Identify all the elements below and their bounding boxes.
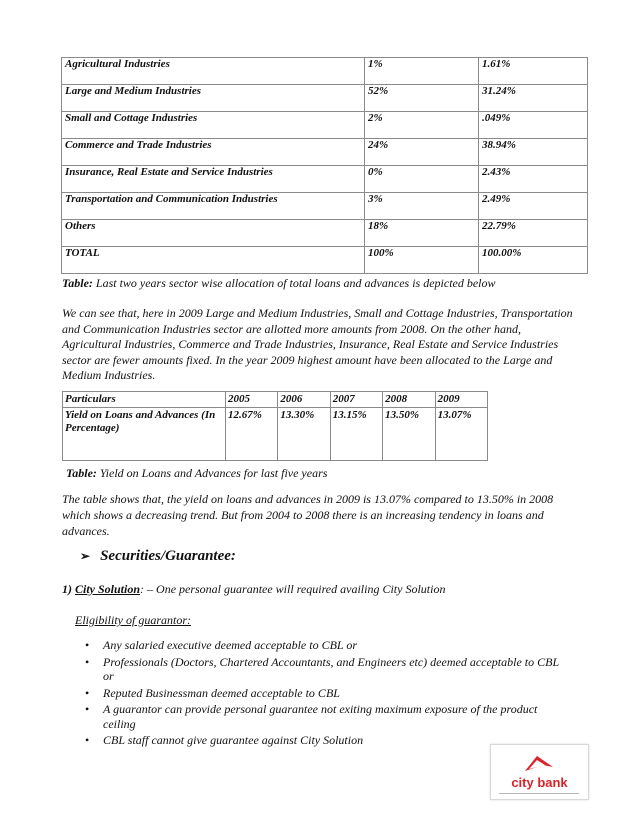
table-row: [62, 193, 588, 220]
header-cell: 2009: [435, 392, 487, 408]
value-2009-cell: 38.94%: [479, 139, 588, 166]
caption-text: Last two years sector wise allocation of total loans and advances is depicted below: [92, 276, 496, 290]
table-header-row: [63, 392, 488, 408]
header-cell: 2008: [383, 392, 435, 408]
table-row: [62, 220, 588, 247]
header-cell: 2005: [226, 392, 278, 408]
bullet-icon: •: [85, 702, 90, 716]
header-cell: 2006: [278, 392, 330, 408]
sector-cell: TOTAL: [62, 247, 365, 274]
value-cell: 13.50%: [383, 408, 435, 461]
sector-cell: Others: [62, 220, 365, 247]
particulars-cell: Yield on Loans and Advances (In Percentage): [63, 408, 226, 461]
value-2009-cell: 31.24%: [479, 85, 588, 112]
guarantor-list: [85, 638, 565, 750]
value-2008-cell: 0%: [365, 166, 479, 193]
bullet-icon: •: [85, 733, 90, 747]
value-cell: 13.07%: [435, 408, 487, 461]
table-row: [63, 408, 488, 461]
yield-table: [62, 391, 488, 461]
value-2008-cell: 24%: [365, 139, 479, 166]
list-item: [85, 655, 565, 684]
bullet-icon: •: [85, 654, 90, 669]
value-cell: 13.30%: [278, 408, 330, 461]
logo-divider: [499, 793, 579, 794]
city-solution-line: [62, 582, 445, 597]
sector-cell: Small and Cottage Industries: [62, 112, 365, 139]
city-bank-logo: [490, 744, 589, 800]
sector-cell: Transportation and Communication Industries: [62, 193, 365, 220]
table-caption: [62, 276, 496, 291]
table-row: [62, 166, 588, 193]
list-item-text: CBL staff cannot give guarantee against City Solution: [103, 733, 364, 747]
section-title: Securities/Guarantee:: [100, 548, 236, 564]
list-item-text: Any salaried executive deemed acceptable to CBL or: [103, 638, 358, 652]
bullet-icon: •: [85, 638, 90, 652]
list-item-text: Professionals (Doctors, Chartered Accountants, and Engineers etc) deemed acceptable to CBL or: [103, 654, 559, 683]
table-row: [62, 85, 588, 112]
item-number: 1): [62, 582, 72, 596]
value-cell: 12.67%: [226, 408, 278, 461]
sector-cell: Commerce and Trade Industries: [62, 139, 365, 166]
value-2008-cell: 2%: [365, 112, 479, 139]
header-cell: Particulars: [63, 392, 226, 408]
city-solution-link[interactable]: City Solution: [75, 582, 141, 596]
list-item-text: Reputed Businessman deemed acceptable to CBL: [103, 685, 340, 700]
sector-cell: Agricultural Industries: [62, 58, 365, 85]
value-2008-cell: 52%: [365, 85, 479, 112]
value-2009-cell: 22.79%: [479, 220, 588, 247]
value-2008-cell: 3%: [365, 193, 479, 220]
value-2009-cell: 2.49%: [479, 193, 588, 220]
value-2009-cell: 1.61%: [479, 58, 588, 85]
value-2009-cell: .049%: [479, 112, 588, 139]
list-item: [85, 702, 565, 731]
list-item-text: A guarantor can provide personal guarantee not exiting maximum exposure of the product ceiling: [103, 702, 538, 731]
value-2009-cell: 2.43%: [479, 166, 588, 193]
value-2008-cell: 100%: [365, 247, 479, 274]
list-item: [85, 638, 565, 653]
arrow-bullet-icon: ➢: [80, 549, 91, 563]
logo-mark-icon: [523, 753, 555, 775]
table-caption: [66, 466, 327, 481]
analysis-paragraph: We can see that, here in 2009 Large and Medium Industries, Small and Cottage Industries, Transportation and Communication Industries sector are allotted more amounts from 2008. On the other hand, Agricultural Industries, Commerce and Trade Industries, Insurance, Real Estate and Service Industries sector are fewer amounts fixed. In the year 2009 highest amount have been allocated to the Large and Medium Industries.: [62, 306, 573, 382]
value-2009-cell: 100.00%: [479, 247, 588, 274]
city-solution-text: : – One personal guarantee will required availing City Solution: [140, 582, 446, 596]
header-cell: 2007: [330, 392, 382, 408]
table-row: [62, 112, 588, 139]
sector-allocation-table: [61, 57, 588, 274]
sector-cell: Insurance, Real Estate and Service Industries: [62, 166, 365, 193]
trend-paragraph: The table shows that, the yield on loans and advances in 2009 is 13.07% compared to 13.50% in 2008 which shows a decreasing trend. But from 2004 to 2008 there is an increasing tendency in loans and advances.: [62, 492, 554, 538]
bullet-icon: •: [85, 685, 90, 700]
caption-label: Table:: [62, 276, 93, 290]
eligibility-heading: Eligibility of guarantor:: [75, 613, 191, 627]
table-row: [62, 58, 588, 85]
sector-cell: Large and Medium Industries: [62, 85, 365, 112]
value-cell: 13.15%: [330, 408, 382, 461]
list-item: [85, 686, 565, 701]
section-heading: [80, 548, 236, 565]
value-2008-cell: 1%: [365, 58, 479, 85]
logo-text: city bank: [511, 775, 568, 790]
table-row: [62, 139, 588, 166]
value-2008-cell: 18%: [365, 220, 479, 247]
table-row-total: [62, 247, 588, 274]
caption-label: Table:: [66, 466, 97, 480]
caption-text: Yield on Loans and Advances for last five years: [96, 466, 328, 480]
